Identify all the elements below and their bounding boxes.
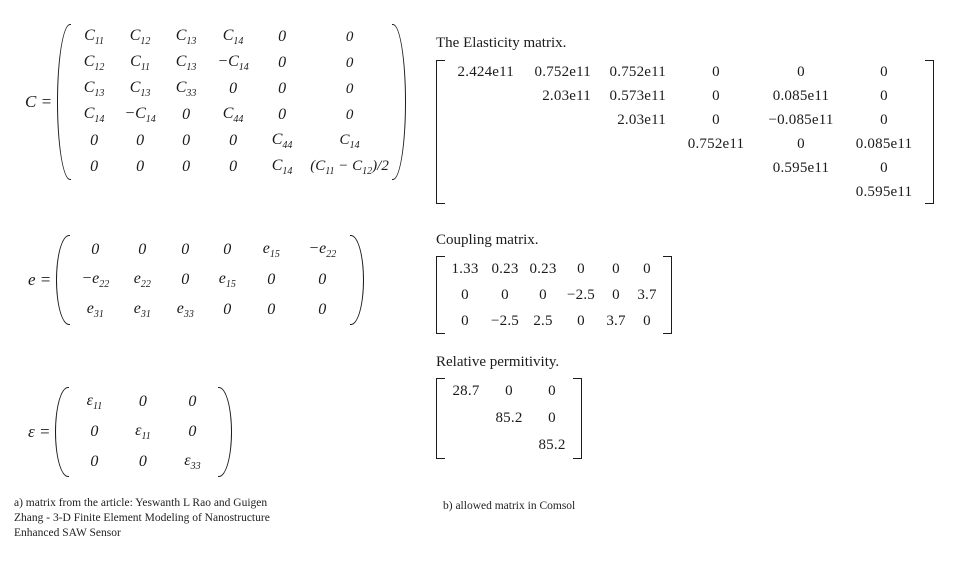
caption-a-line: Enhanced SAW Sensor — [14, 527, 121, 539]
matrix-cell: 0 — [548, 383, 556, 399]
matrix-cell: 0 — [278, 106, 287, 123]
matrix-cell: 0 — [138, 241, 147, 258]
matrix-cell: $C_{13}$ — [175, 52, 197, 74]
matrix-cell: $C_{12}$ — [83, 52, 105, 74]
matrix-cell: 0 — [577, 260, 585, 277]
matrix-cell: $C_{13}$ — [175, 26, 197, 48]
matrix-cell: 1.33 — [451, 260, 479, 277]
matrix-cell: 0.752e11 — [534, 63, 591, 80]
matrix-cell: 0 — [461, 312, 469, 329]
matrix-cell: 0 — [91, 241, 100, 258]
matrix-cell: 0 — [229, 80, 238, 97]
matrix-cell: $e_{15}$ — [262, 239, 280, 261]
coupling-title: Coupling matrix. — [436, 232, 539, 248]
left-bracket — [436, 256, 445, 334]
matrix-cell: 0 — [539, 286, 547, 303]
matrix-cell: 0 — [505, 383, 513, 399]
matrix-cell: 0 — [797, 135, 805, 152]
matrix-cell: −2.5 — [566, 286, 595, 303]
matrix-cell: $C_{14}$ — [339, 131, 360, 151]
matrix-cell: $C_{11}$ — [130, 52, 151, 74]
matrix-cell — [598, 132, 673, 156]
coupling-matrix — [436, 256, 672, 334]
matrix-cell: 0.595e11 — [855, 183, 913, 200]
matrix-cell: $e_{31}$ — [133, 299, 151, 321]
matrix-cell: 0 — [712, 111, 720, 128]
matrix-cell — [598, 180, 673, 204]
matrix-cell: $e_{33}$ — [176, 299, 194, 321]
permittivity-matrix-table — [445, 378, 573, 459]
matrix-cell — [521, 180, 598, 204]
epsilon-matrix-table — [69, 387, 218, 477]
matrix-cell: 28.7 — [452, 383, 480, 399]
matrix-cell: 0 — [577, 312, 585, 329]
matrix-cell — [445, 108, 521, 132]
matrix-cell: $e_{15}$ — [218, 269, 236, 291]
right-paren — [392, 24, 406, 180]
matrix-cell: −0.085e11 — [768, 111, 834, 128]
matrix-cell — [521, 156, 598, 180]
caption-a-line: Zhang - 3-D Finite Element Modeling of Nanostructure — [14, 512, 270, 524]
matrix-cell: $C_{14}$ — [83, 104, 105, 126]
matrix-cell: 0 — [461, 286, 469, 303]
matrix-cell — [445, 432, 487, 459]
right-bracket — [573, 378, 582, 459]
e-matrix-table — [70, 235, 350, 325]
matrix-cell: 0 — [188, 393, 197, 410]
matrix-cell: 0 — [267, 301, 276, 318]
matrix-cell: 0 — [612, 260, 620, 277]
matrix-cell: $C_{13}$ — [83, 78, 105, 100]
matrix-cell: 0 — [136, 132, 145, 149]
matrix-cell: 0 — [138, 393, 147, 410]
matrix-cell: 0 — [267, 271, 276, 288]
coupling-matrix-table — [445, 256, 663, 334]
matrix-cell: −2.5 — [490, 312, 519, 329]
matrix-cell: 0 — [188, 423, 197, 440]
matrix-cell: 0 — [880, 111, 888, 128]
matrix-cell: 0 — [318, 271, 327, 288]
matrix-cell: $C_{33}$ — [175, 78, 197, 100]
matrix-cell: $e_{22}$ — [133, 269, 151, 291]
matrix-cell — [487, 432, 531, 459]
matrix-cell: 0.573e11 — [609, 87, 666, 104]
matrix-cell: $C_{44}$ — [222, 104, 244, 126]
matrix-cell: 0.752e11 — [609, 63, 666, 80]
matrix-cell: 0 — [182, 158, 191, 175]
matrix-cell: 0 — [278, 54, 287, 71]
matrix-cell — [445, 156, 521, 180]
matrix-cell: $\varepsilon_{11}$ — [86, 391, 103, 413]
right-paren — [218, 387, 232, 477]
matrix-cell: 0 — [345, 54, 354, 71]
matrix-cell: 0 — [90, 423, 99, 440]
c-matrix — [25, 24, 406, 180]
matrix-cell: $-C_{14}$ — [124, 104, 156, 126]
matrix-cell: 0 — [223, 301, 232, 318]
matrix-cell: 0 — [643, 260, 651, 277]
matrix-cell: 0 — [136, 158, 145, 175]
matrix-cell — [673, 180, 759, 204]
matrix-cell: 0 — [138, 453, 147, 470]
matrix-cell: 0 — [182, 132, 191, 149]
matrix-cell: 0 — [181, 271, 190, 288]
matrix-cell: 0 — [90, 132, 99, 149]
matrix-cell: 85.2 — [495, 410, 523, 426]
permittivity-matrix — [436, 378, 582, 459]
matrix-cell: $C_{14}$ — [271, 156, 293, 178]
matrix-cell: $\varepsilon_{11}$ — [135, 421, 151, 443]
matrix-cell: 0 — [318, 301, 327, 318]
matrix-cell: 0 — [223, 241, 232, 258]
matrix-cell: 2.424e11 — [457, 63, 514, 80]
matrix-cell: $\varepsilon_{33}$ — [184, 451, 201, 473]
matrix-cell — [445, 84, 521, 108]
matrix-cell: $C_{11}$ — [84, 26, 105, 48]
matrix-cell: 0 — [712, 63, 720, 80]
matrix-cell: 0 — [229, 132, 238, 149]
matrix-cell: 0 — [612, 286, 620, 303]
c-matrix-table — [71, 24, 392, 180]
matrix-cell: 0 — [643, 312, 651, 329]
matrix-cell: 0.595e11 — [772, 159, 830, 176]
matrix-cell: 2.03e11 — [542, 87, 591, 104]
matrix-cell: $C_{44}$ — [271, 130, 293, 152]
matrix-cell: 0 — [90, 453, 99, 470]
left-bracket — [436, 60, 445, 204]
matrix-cell — [445, 405, 487, 432]
elasticity-matrix — [436, 60, 934, 204]
left-paren — [55, 387, 69, 477]
matrix-cell: $C_{14}$ — [222, 26, 244, 48]
matrix-cell: 0 — [345, 28, 354, 45]
matrix-cell: $-C_{14}$ — [217, 52, 249, 74]
matrix-cell: 0 — [501, 286, 509, 303]
matrix-cell: 0.085e11 — [855, 135, 913, 152]
left-paren — [57, 24, 71, 180]
epsilon-matrix — [28, 387, 232, 477]
matrix-cell: 0 — [548, 410, 556, 426]
matrix-cell: 0 — [90, 158, 99, 175]
matrix-cell: 0 — [278, 28, 287, 45]
matrix-cell: 0 — [880, 63, 888, 80]
matrix-cell: 0 — [880, 159, 888, 176]
e-matrix-label: e = — [28, 270, 52, 289]
matrix-cell: 85.2 — [538, 437, 566, 453]
matrix-cell: $C_{13}$ — [129, 78, 151, 100]
c-matrix-label: C = — [25, 92, 53, 111]
right-bracket — [925, 60, 934, 204]
elasticity-title: The Elasticity matrix. — [436, 35, 567, 51]
matrix-cell: $e_{31}$ — [86, 299, 104, 321]
matrix-cell: 0.23 — [529, 260, 557, 277]
matrix-cell: 0 — [797, 63, 805, 80]
matrix-cell: 0.23 — [491, 260, 519, 277]
matrix-cell: 0.752e11 — [687, 135, 745, 152]
matrix-cell: $(C_{11} - C_{12})/2$ — [310, 157, 389, 177]
matrix-cell: 0 — [345, 80, 354, 97]
right-bracket — [663, 256, 672, 334]
left-paren — [56, 235, 70, 325]
matrix-cell — [673, 156, 759, 180]
caption-b: b) allowed matrix in Comsol — [443, 500, 576, 512]
matrix-cell: 0 — [712, 87, 720, 104]
matrix-cell: 0 — [345, 106, 354, 123]
permittivity-title: Relative permitivity. — [436, 354, 560, 370]
matrix-cell: 0 — [182, 106, 191, 123]
matrix-cell: $C_{12}$ — [129, 26, 151, 48]
matrix-cell: 0.085e11 — [772, 87, 830, 104]
matrix-cell — [598, 156, 673, 180]
matrix-cell — [759, 180, 843, 204]
matrix-cell: 0 — [181, 241, 190, 258]
caption-a-line: a) matrix from the article: Yeswanth L Rao and Guigen — [14, 497, 268, 509]
elasticity-matrix-table — [445, 60, 925, 204]
matrix-cell: 0 — [278, 80, 287, 97]
caption-a — [14, 496, 270, 541]
matrix-cell: 0 — [880, 87, 888, 104]
matrix-cell: 0 — [229, 158, 238, 175]
matrix-cell — [521, 108, 598, 132]
right-paren — [350, 235, 364, 325]
epsilon-matrix-label: ε = — [28, 422, 51, 441]
matrix-cell — [445, 180, 521, 204]
matrix-cell — [521, 132, 598, 156]
matrix-cell: 3.7 — [606, 312, 626, 329]
matrix-cell — [445, 132, 521, 156]
matrix-cell: 2.5 — [533, 312, 553, 329]
e-matrix — [28, 235, 364, 325]
matrix-cell: 2.03e11 — [617, 111, 666, 128]
matrix-cell: 3.7 — [637, 286, 657, 303]
matrix-cell: $-e_{22}$ — [308, 239, 337, 261]
matrix-cell: $-e_{22}$ — [81, 269, 110, 291]
left-bracket — [436, 378, 445, 459]
